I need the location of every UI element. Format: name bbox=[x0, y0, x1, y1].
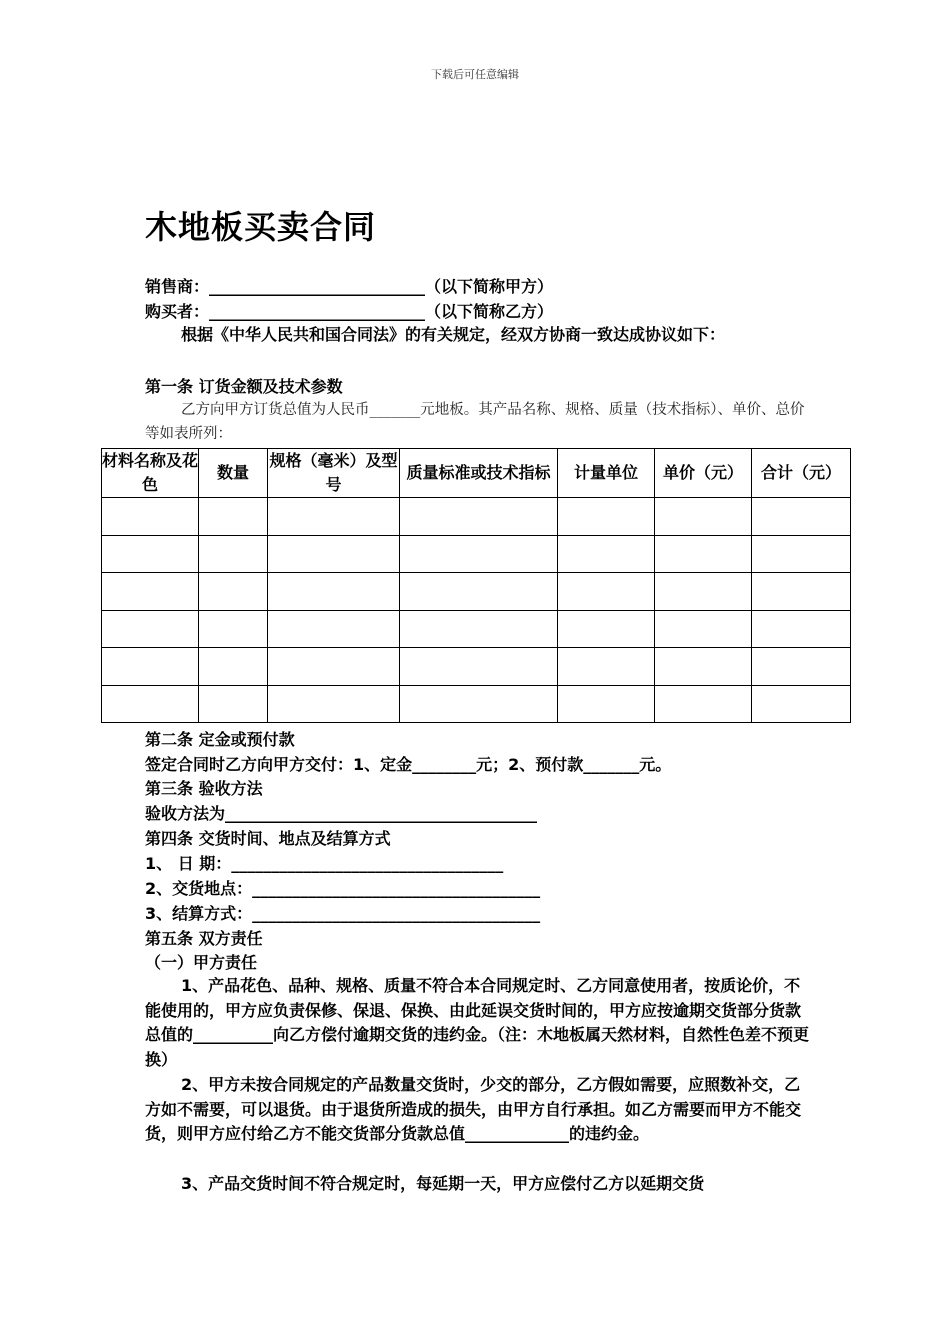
table-cell bbox=[558, 610, 655, 648]
table-cell bbox=[558, 535, 655, 573]
article2-text: 签定合同时乙方向甲方交付：1、定金________元；2、预付款_______元。 bbox=[145, 755, 672, 774]
table-cell bbox=[655, 498, 752, 536]
table-header-cell: 合计（元） bbox=[752, 449, 851, 498]
table-cell bbox=[752, 610, 851, 648]
table-header-cell: 单价（元） bbox=[655, 449, 752, 498]
table-cell bbox=[199, 573, 268, 611]
table-cell bbox=[558, 573, 655, 611]
table-cell bbox=[400, 648, 558, 686]
article3-text: 验收方法为_______________________________________ bbox=[145, 804, 538, 823]
table-header-cell: 计量单位 bbox=[558, 449, 655, 498]
table-cell bbox=[102, 498, 199, 536]
table-cell bbox=[102, 535, 199, 573]
table-row bbox=[102, 573, 851, 611]
table-cell bbox=[655, 685, 752, 723]
table-cell bbox=[199, 535, 268, 573]
table-cell bbox=[752, 685, 851, 723]
header-note: 下载后可任意编辑 bbox=[431, 68, 519, 81]
table-cell bbox=[752, 648, 851, 686]
table-cell bbox=[752, 535, 851, 573]
table-row bbox=[102, 610, 851, 648]
table-cell bbox=[752, 573, 851, 611]
article1-heading: 第一条 订货金额及技术参数 bbox=[145, 377, 343, 396]
article2-heading: 第二条 定金或预付款 bbox=[145, 730, 295, 749]
table-cell bbox=[102, 610, 199, 648]
article1-text: 乙方向甲方订货总值为人民币_______元地板。其产品名称、规格、质量（技术指标）、单价、总价等如表所列： bbox=[145, 402, 805, 442]
table-cell bbox=[655, 610, 752, 648]
table-cell bbox=[102, 685, 199, 723]
table-row bbox=[102, 498, 851, 536]
table-cell bbox=[268, 535, 400, 573]
table-cell bbox=[268, 648, 400, 686]
table-cell bbox=[268, 610, 400, 648]
spec-table bbox=[101, 448, 851, 723]
table-cell bbox=[400, 573, 558, 611]
intro-paragraph: 根据《中华人民共和国合同法》的有关规定，经双方协商一致达成协议如下： bbox=[181, 325, 726, 344]
table-row bbox=[102, 535, 851, 573]
table-cell bbox=[655, 535, 752, 573]
table-cell bbox=[558, 498, 655, 536]
table-cell bbox=[400, 685, 558, 723]
table-cell bbox=[199, 610, 268, 648]
table-cell bbox=[268, 498, 400, 536]
table-header-cell: 材料名称及花色 bbox=[102, 449, 199, 498]
table-row bbox=[102, 648, 851, 686]
table-cell bbox=[199, 498, 268, 536]
article3-heading: 第三条 验收方法 bbox=[145, 779, 263, 798]
table-cell bbox=[268, 573, 400, 611]
table-cell bbox=[199, 685, 268, 723]
table-header-cell: 质量标准或技术指标 bbox=[400, 449, 558, 498]
buyer-line: 购买者：___________________________（以下简称乙方） bbox=[145, 302, 554, 321]
table-header-cell: 数量 bbox=[199, 449, 268, 498]
article5-paragraph-3: 3、产品交货时间不符合规定时，每延期一天，甲方应偿付乙方以延期交货 bbox=[181, 1174, 705, 1193]
document-title: 木地板买卖合同 bbox=[145, 208, 377, 246]
table-cell bbox=[400, 498, 558, 536]
table-cell bbox=[400, 610, 558, 648]
article4-item-settlement: 3、结算方式：____________________________________ bbox=[145, 904, 541, 923]
article5-heading: 第五条 双方责任 bbox=[145, 929, 263, 948]
seller-line: 销售商：___________________________（以下简称甲方） bbox=[145, 277, 554, 296]
table-header-cell: 规格（毫米）及型号 bbox=[268, 449, 400, 498]
article5-paragraph-1: 1、产品花色、品种、规格、质量不符合本合同规定时、乙方同意使用者，按质论价，不能使用的，甲方应负责保修、保退、保换、由此延误交货时间的，甲方应按逾期交货部分货款总值的__________向乙方偿付逾期交货的违约金。（注：木地板属天然材料，自然性色差不预更换） bbox=[145, 976, 810, 1069]
table-cell bbox=[558, 648, 655, 686]
article4-heading: 第四条 交货时间、地点及结算方式 bbox=[145, 829, 391, 848]
table-cell bbox=[655, 648, 752, 686]
table-cell bbox=[199, 648, 268, 686]
table-cell bbox=[752, 498, 851, 536]
table-cell bbox=[655, 573, 752, 611]
article5-paragraph-2: 2、甲方未按合同规定的产品数量交货时，少交的部分，乙方假如需要，应照数补交，乙方如不需要，可以退货。由于退货所造成的损失，由甲方自行承担。如乙方需要而甲方不能交货，则甲方应付给乙方不能交货部分货款总值_____________的违约金。 bbox=[145, 1075, 802, 1144]
table-cell bbox=[102, 573, 199, 611]
article4-item-location: 2、交货地点：____________________________________ bbox=[145, 879, 541, 898]
table-cell bbox=[102, 648, 199, 686]
table-cell bbox=[558, 685, 655, 723]
article4-item-date: 1、 日 期：__________________________________ bbox=[145, 854, 504, 873]
table-row bbox=[102, 685, 851, 723]
table-cell bbox=[400, 535, 558, 573]
table-header-row bbox=[102, 449, 851, 498]
table-cell bbox=[268, 685, 400, 723]
article5-subheading: （一）甲方责任 bbox=[145, 953, 258, 972]
